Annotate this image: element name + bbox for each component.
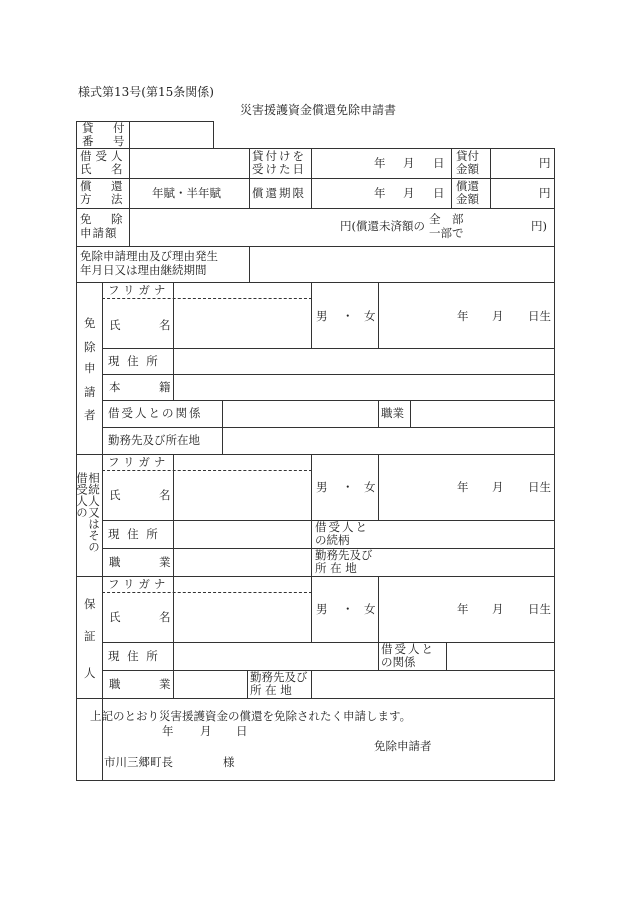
reason-label-1: 免除申請理由及び理由発生 <box>80 249 218 263</box>
applicant-furigana-field[interactable] <box>174 283 311 298</box>
footer-day: 日 <box>236 724 248 738</box>
applicant-label-5: 者 <box>84 408 96 422</box>
loan-date-label-2: 受けた日 <box>252 162 306 176</box>
loan-date-label-1: 貸付けを <box>252 149 306 163</box>
guarantor-workplace-label-1: 勤務先及び <box>250 670 308 684</box>
heir-address-field[interactable] <box>174 521 311 548</box>
exemption-yen-close: 円) <box>531 219 547 233</box>
guarantor-label-3: 人 <box>84 666 96 680</box>
applicant-birth-year: 年 <box>457 309 469 323</box>
exemption-unpaid: 円(償還未済額の <box>340 219 425 233</box>
heir-sex-female: 女 <box>364 480 376 494</box>
exemption-label-1: 免 除 <box>80 212 127 226</box>
applicant-birth-day: 日生 <box>528 309 551 323</box>
applicant-name-field[interactable] <box>174 299 311 348</box>
applicant-label-1: 免 <box>84 316 96 330</box>
guarantor-name-field[interactable] <box>174 593 311 642</box>
footer-honorific: 様 <box>223 755 235 769</box>
form-number: 様式第13号(第15条関係) <box>78 85 214 99</box>
footer-year: 年 <box>162 724 174 738</box>
method-label-1: 償 還 <box>80 179 127 193</box>
heir-sex-dot: ・ <box>342 480 354 494</box>
repaid-label-1: 償還 <box>456 179 479 193</box>
reason-label-2: 年月日又は理由継続期間 <box>80 263 207 277</box>
period-label: 償還期限 <box>252 186 306 200</box>
applicant-address-field[interactable] <box>174 349 554 374</box>
footer-month: 月 <box>200 724 212 738</box>
heir-furigana-label: フリガナ <box>108 455 170 469</box>
footer-statement: 上記のとおり災害援護資金の償還を免除されたく申請します。 <box>90 709 412 723</box>
guarantor-name-label-2: 名 <box>159 610 171 624</box>
applicant-name-label-1: 氏 <box>109 318 121 332</box>
guarantor-label-1: 保 <box>84 597 96 611</box>
guarantor-sex-dot: ・ <box>342 602 354 616</box>
applicant-label-3: 申 <box>84 361 96 375</box>
heir-occupation-label-1: 職 <box>109 555 121 569</box>
reason-field[interactable] <box>250 247 554 282</box>
period-day: 日 <box>433 186 445 200</box>
heir-furigana-field[interactable] <box>174 455 311 470</box>
heir-name-label-2: 名 <box>159 488 171 502</box>
guarantor-relation-label-2: の関係 <box>381 655 416 669</box>
guarantor-birth-day: 日生 <box>528 602 551 616</box>
exemption-label-2: 申請額 <box>80 226 118 240</box>
heir-occupation-label-2: 業 <box>159 555 171 569</box>
guarantor-birth-year: 年 <box>457 602 469 616</box>
form-title: 災害援護資金償還免除申請書 <box>240 103 397 117</box>
applicant-label-4: 請 <box>84 385 96 399</box>
guarantor-address-field[interactable] <box>174 643 378 670</box>
applicant-name-label-2: 名 <box>159 318 171 332</box>
heir-birth-day: 日生 <box>528 480 551 494</box>
exemption-part: 一部で <box>429 226 464 240</box>
borrower-name-label-2: 氏 名 <box>80 162 127 176</box>
guarantor-label-2: 証 <box>84 629 96 643</box>
loan-number-field[interactable] <box>130 122 213 148</box>
applicant-domicile-label-2: 籍 <box>159 380 171 394</box>
loan-amount-label-2: 金額 <box>456 162 479 176</box>
applicant-domicile-label-1: 本 <box>109 380 121 394</box>
applicant-address-label: 現 住 所 <box>108 354 160 368</box>
applicant-label-2: 除 <box>84 340 96 354</box>
applicant-domicile-field[interactable] <box>174 375 554 400</box>
repaid-label-2: 金額 <box>456 192 479 206</box>
period-year: 年 <box>374 186 386 200</box>
guarantor-occupation-label-2: 業 <box>159 677 171 691</box>
footer-applicant-label: 免除申請者 <box>374 739 432 753</box>
guarantor-furigana-label: フリガナ <box>108 577 170 591</box>
applicant-sex-dot: ・ <box>342 309 354 323</box>
applicant-workplace-field[interactable] <box>223 428 554 454</box>
applicant-relation-label: 借受人との関係 <box>108 406 203 420</box>
repaid-yen: 円 <box>539 186 551 200</box>
heir-name-field[interactable] <box>174 471 311 520</box>
loan-date-month: 月 <box>403 156 415 170</box>
loan-number-label-1: 貸 付 <box>82 121 129 135</box>
heir-relation-label-2: の続柄 <box>315 533 350 547</box>
loan-date-year: 年 <box>374 156 386 170</box>
loan-number-label-2: 番 号 <box>82 134 129 148</box>
heir-workplace-label-1: 勤務先及び <box>315 548 373 562</box>
method-label-2: 方 法 <box>80 192 127 206</box>
heir-name-label-1: 氏 <box>109 488 121 502</box>
guarantor-furigana-field[interactable] <box>174 577 311 592</box>
loan-date-day: 日 <box>433 156 445 170</box>
heir-address-label: 現 住 所 <box>108 527 160 541</box>
loan-amount-label-1: 貸付 <box>456 149 479 163</box>
applicant-birth-month: 月 <box>492 309 504 323</box>
applicant-sex-female: 女 <box>364 309 376 323</box>
guarantor-occupation-label-1: 職 <box>109 677 121 691</box>
loan-amount-yen: 円 <box>539 156 551 170</box>
heir-sex-male: 男 <box>316 480 328 494</box>
heir-workplace-label-2: 所 在 地 <box>315 561 357 575</box>
guarantor-address-label: 現 住 所 <box>108 649 160 663</box>
guarantor-workplace-label-2: 所 在 地 <box>250 683 292 697</box>
heir-label-left: 借受人の <box>75 472 89 518</box>
heir-relation-label-1: 借受人と <box>315 520 369 534</box>
guarantor-name-label-1: 氏 <box>109 610 121 624</box>
guarantor-birth-month: 月 <box>492 602 504 616</box>
borrower-name-field[interactable] <box>130 149 249 178</box>
borrower-name-label-1: 借受人 <box>80 149 127 163</box>
applicant-furigana-label: フリガナ <box>108 283 170 297</box>
heir-birth-month: 月 <box>492 480 504 494</box>
applicant-occupation-label: 職業 <box>381 406 404 420</box>
footer-addressee: 市川三郷町長 <box>104 755 173 769</box>
period-month: 月 <box>403 186 415 200</box>
guarantor-relation-label-1: 借受人と <box>381 642 435 656</box>
applicant-workplace-label: 勤務先及び所在地 <box>108 433 200 447</box>
guarantor-sex-female: 女 <box>364 602 376 616</box>
heir-label-right: 相続人又はその <box>87 472 101 553</box>
exemption-all: 全 部 <box>429 212 464 226</box>
guarantor-sex-male: 男 <box>316 602 328 616</box>
applicant-sex-male: 男 <box>316 309 328 323</box>
method-value: 年賦・半年賦 <box>152 186 221 200</box>
heir-birth-year: 年 <box>457 480 469 494</box>
